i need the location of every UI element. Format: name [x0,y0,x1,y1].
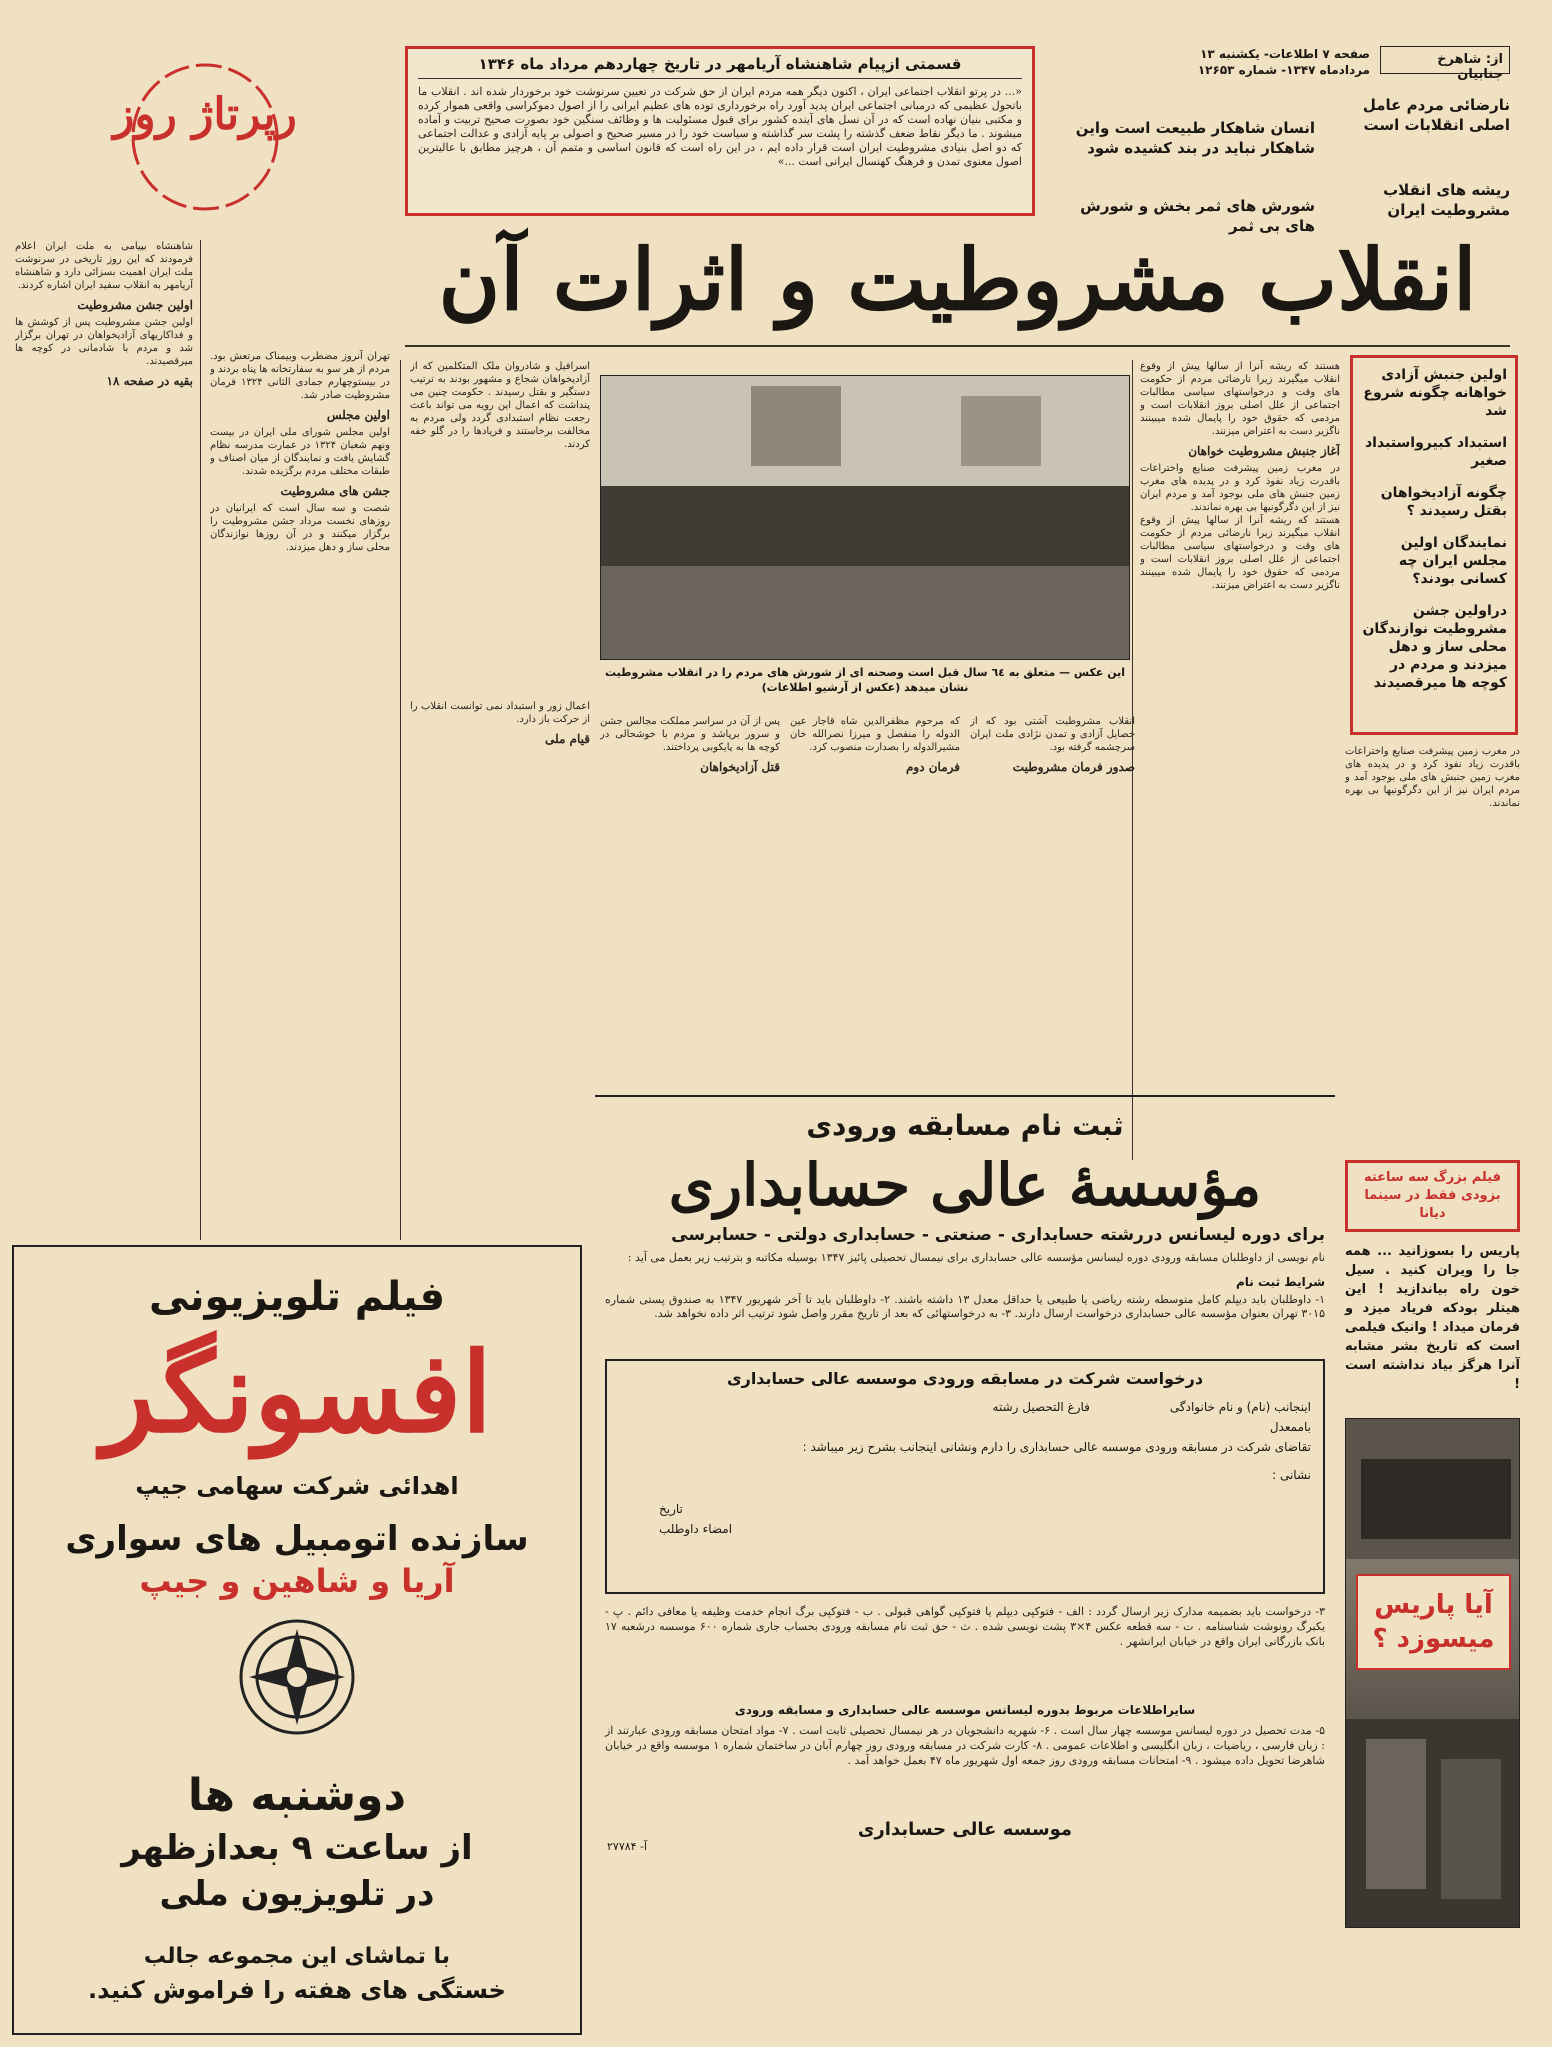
crowd-photo-icon [601,376,1129,659]
form-address-field[interactable]: نشانی : [1272,1468,1311,1482]
lower-col-a-text: انقلاب مشروطیت آشتی بود که از خصایل آزادی و تمدن نژادی ملت ایران سرچشمه گرفته بود. [970,716,1135,753]
form-row-3 [619,1440,1311,1454]
form-row-1 [619,1400,1311,1414]
article-col1-text: هستند که ریشه آنرا از سالها پیش از وقوع انقلاب میگیرند زیرا نارضائی مردم از حکومت های وقت و درخواستهای سیاسی مطالبات اجتماعی از علل اصلی بروز انقلابات است و مردمی که حقوق خود را پایمال شده میبینند ناگزیر دست به اعتراض میزنند. [1140,361,1340,437]
teaser-1: نارضائی مردم عامل اصلی انقلابات است [1362,96,1510,134]
section-logo [95,45,315,225]
accounting-title: مؤسسهٔ عالی حسابداری [668,1151,1262,1219]
lower-col-a-subhead: صدور فرمان مشروطیت [1012,760,1135,774]
conditions-title: شرایط ثبت نام [1235,1275,1325,1289]
rules-text-2: ۵- مدت تحصیل در دوره لیسانس موسسه چهار سال است . ۶- شهریه دانشجویان در هر نیمسال تحصیلی ثابت است . ۷- مواد امتحان مسابقه ورودی عبارتند از : زبان فارسی ، ریاضیات ، زبان انگلیسی و اطلاعات عمومی . ۸- کارت شرکت در مسابقه ورودی روز چهارم آبان در ساختمان شماره ۱ موسسه واقع در خیابان شاهرضا تحویل داده میشود . ۹- امتحانات مسابقه ورودی روز جمعه اول شهریور ماه ۴۷ بعمل خواهد آمد . [605,1724,1325,1767]
rules-text: ۳- درخواست باید بضمیمه مدارک زیر ارسال گردد : الف - فتوکپی دیپلم یا فتوکپی گواهی قبولی . ب - فتوکپی برگ انجام خدمت وظیفه یا معافی دائم . پ - یکبرگ رونوشت شناسنامه . ت - سه قطعه عکس ۴×۳ پشت نویسی شده . ث - حق ثبت نام مسابقه ورودی بحساب جاری شماره ۶۰۰ موسسه درشعبه ۱۷ بانک بازرگانی ایران واقع در خیابان ایرانشهر . [605,1605,1326,1648]
form-row-6 [619,1522,1311,1536]
lower-col-d [410,700,590,1120]
page-info: صفحه ۷ اطلاعات- یکشنبه ۱۳ مردادماه ۱۳۴۷- شماره ۱۲۶۵۳ [1197,47,1370,77]
form-title: درخواست شرکت در مسابقه ورودی موسسه عالی حسابداری [726,1369,1204,1388]
article-col4b-text: اولین جشن مشروطیت پس از کوشش ها و فداکاریهای آزادیخواهان در تهران برگزار شد و مردم با شادمانی در کوچه ها میرقصیدند. [15,317,193,367]
form-major-field[interactable]: فارغ التحصیل رشته [992,1400,1090,1414]
question-4: نمایندگان اولین مجلس ایران چه کسانی بودند؟ [1398,535,1507,587]
tv-ad-title: افسونگر [101,1328,493,1457]
lower-col-d-subhead: قیام ملی [544,732,590,746]
question-2: استبداد کبیرواستبداد صغیر [1365,435,1507,469]
accounting-ad [595,1095,1335,2040]
article-col3-subhead2: جشن های مشروطیت [280,484,390,498]
teaser-3: انسان شاهکار طبیعت است واین شاهکار نباید در بند کشیده شود [1075,119,1315,157]
headline-rule [405,345,1510,347]
tv-ad-line8: با تماشای این مجموعه جالب [143,1944,451,1969]
col-rule-2 [400,360,401,1240]
question-3: چگونه آزادیخواهان بقتل رسیدند ؟ [1380,485,1507,519]
form-gpa-field[interactable]: باممعدل [1269,1420,1311,1434]
tv-ad-line3: سازنده اتومبیل های سواری [65,1519,529,1559]
accounting-pre-title: ثبت نام مسابقه ورودی [806,1109,1124,1142]
col-rule-3 [200,240,201,1240]
article-col4-text: شاهنشاه بپیامی به ملت ایران اعلام فرمودند که این روز تاریخی در سرنوشت ملت ایران اهمیت بسزائی دارد و شاهنشاه آریامهر به انقلاب سفید ایران اشاره کردند. [15,241,193,291]
form-row-5 [619,1502,1311,1516]
application-form [605,1359,1325,1594]
teaser-2: ریشه های انقلاب مشروطیت ایران [1383,181,1510,219]
ad-code: آ- ۲۷۷۸۴ [607,1840,648,1853]
tv-ad-line9: خستگی های هفته را فراموش کنید. [88,1976,506,2004]
article-col2: اسرافیل و شادروان ملک المتکلمین که از آزادیخواهان شجاع و مشهور بودند به ترتیب دستگیر و بقتل رسیدند . حکومت چنین می پنداشت که اعمال این رویه می تواند باعث رجعت نظام استبدادی گردد ولی مردم به مخالفت برخاستند و فریادها را در گلو خفه کردند. [410,361,590,450]
article-col4-subhead: اولین جشن مشروطیت [77,298,193,312]
question-1: اولین جنبش آزادی خواهانه چگونه شروع شد [1363,367,1507,419]
rules-subtitle: سایراطلاعات مربوط بدوره لیسانس موسسه عالی حسابداری و مسابقه ورودی [734,1703,1196,1717]
quote-box [405,46,1035,216]
tv-ad [12,1245,582,2035]
header-bar [1040,46,1510,82]
quote-title: قسمتی ازپیام شاهنشاه آریامهر در تاریخ چهاردهم مرداد ماه ۱۳۴۶ [418,55,1022,79]
teasers-right [1330,95,1510,220]
logo-text: رپرتاژ روز [113,89,297,140]
cinema-poster [1345,1418,1520,1928]
accounting-sub: برای دوره لیسانس دررشته حسابداری - صنعتی - حسابداری دولتی - حسابرسی [671,1225,1325,1245]
cinema-column [1345,1160,1520,2040]
article-col1-subhead: آغاز جنبش مشروطیت خواهان [1188,444,1340,458]
tv-ad-line5: دوشنبه ها [187,1770,407,1821]
quote-text: «... در پرتو انقلاب اجتماعی ایران ، اکنون دیگر همه مردم ایران از حق شرکت در تعیین سرنوشت خود برخوردار شده اند . انقلاب ما باتحول عظیمی که درمبانی اجتماعی ایران پدید آورد راه برخورداری توده های عظیم ایرانی را از اصول دموکراسی واقعی هموار کرده و مکتبی بنیان نهاده است که در آن نسل های آینده کشور برای قبول مسئولیت ها و وظائف سنگین خود بصورت صحیح تربیت و آماده میشوند . ما دیگر نقاط ضعف گذشته را پشت سر گذاشته و سیاست خود را در مسیر صحیح و اصولی بر پایه آزادی و عدالت اجتماعی که دو اصل بنیادی مشروطیت ایران است قرار داده ایم ، در این راه است که قانون اساسی و متمم آن ، هرچیز مطابق با عالیترین اصول معنوی تمدن و فرهنگ کهنسال ایرانی است ...» [418,85,1022,168]
accounting-intro: نام نویسی از داوطلبان مسابقه ورودی دوره لیسانس مؤسسه عالی حسابداری برای نیمسال تحصیلی پائیز ۱۳۴۷ بوسیله مکاتبه و بترتیب زیر بعمل می آید : [627,1251,1325,1264]
teasers-mid [1065,118,1315,236]
lower-col-b-subhead: فرمان دوم [906,760,960,774]
news-photo [600,375,1130,660]
lower-col-c-subhead: قتل آزادیخواهان [700,760,780,774]
lower-col-d-text: اعمال زور و استبداد نمی توانست انقلاب را از حرکت باز دارد. [410,701,590,725]
sidebar-article-text: در مغرب زمین پیشرفت صنایع واختراعات باقدرت زیاد نفوذ کرد و در پدیده های مغرب زمین جنبش های ملی بوجود آمد و مردم ایران نیز از این دگرگونیها بی بهره نماندند. [1345,746,1520,809]
form-signature-field[interactable]: امضاء داوطلب [659,1522,733,1536]
conditions-text: ۱- داوطلبان باید دیپلم کامل متوسطه رشته ریاضی یا طبیعی یا حداقل معدل ۱۳ داشته باشند. ۲- داوطلبان باید تا آخر شهریور ۱۳۴۷ به صندوق پستی شماره ۳۰۱۵ تهران بعنوان مؤسسه عالی حسابداری درخواست ارسال دارند. ۳- به درخواستهائی که بعد از تاریخ مقرر واصل شود ترتیب اثر داده نخواهد شد. [605,1293,1325,1320]
poster-caption: آیا پاریس میسوزد ؟ [1356,1574,1511,1670]
sidebar-questions [1350,355,1518,735]
accounting-signature: موسسه عالی حسابداری [857,1819,1073,1840]
article-col3c-text: شصت و سه سال است که ایرانیان در روزهای نخست مرداد جشن مشروطیت را برگزار میکنند و در آن روزها نوازندگان محلی ساز و دهل میزدند. [210,503,390,553]
form-date-field[interactable]: تاریخ [659,1502,683,1516]
lower-col-c-text: پس از آن در سراسر مملکت مجالس جشن و سرور برپاشد و مردم با خوشحالی در کوچه ها به پایکوبی پرداختند. [600,716,780,753]
article-col3-subhead1: اولین مجلس [326,408,390,422]
cinema-title: فیلم بزرگ سه ساعته بزودی فقط در سینما دیانا [1345,1160,1520,1232]
article-col1 [1140,360,1340,1150]
main-headline: انقلاب مشروطیت و اثرات آن [438,230,1477,329]
continued-note: بقیه در صفحه ۱۸ [106,374,193,388]
jeep-logo [237,1617,357,1737]
cinema-text: پاریس را بسوزانید ... همه جا را ویران کنید . سیل خون راه بیاندازید ! این هیتلر بودکه فریاد میزد و فرمان میداد ! وانیک فیلمی است که تاریخ بشر مشابه آنرا هرگز بیاد نداشته است ! [1345,1244,1520,1392]
lower-col-b-text: که مرحوم مظفرالدین شاه قاجار عین الدوله را منفصل و میرزا نصرالله خان مشیرالدوله را بصدارت منصوب کرد. [790,716,960,753]
article-col3-text: تهران آنروز مضطرب وبیمناک مرتعش بود. مردم از هر سو به سفارتخانه ها پناه بردند و در بیستوچهارم جمادی الثانی ۱۳۲۴ فرمان مشروطیت صادر شد. [210,351,390,401]
form-row-2 [619,1420,1311,1434]
tv-ad-line7: در تلویزیون ملی [159,1874,435,1914]
lower-col-b [790,715,960,1135]
tv-ad-line4: آریا و شاهین و جیپ [139,1562,455,1600]
question-5: دراولین جشن مشروطیت نوازندگان محلی ساز و دهل میزدند و مردم در کوچه ها میرقصیدند [1362,603,1507,691]
article-col3 [210,350,390,1240]
photo-caption: این عکس — متعلق به ٦٤ سال قبل است وصحنه ای از شورش های مردم را در انقلاب مشروطیت نشان میدهد (عکس از آرشیو اطلاعات) [604,666,1125,694]
poster-scene-icon [1346,1419,1520,1928]
article-col3b-text: اولین مجلس شورای ملی ایران در بیست ونهم شعبان ۱۳۲۴ در عمارت مدرسه نظام گشایش یافت و نمایندگان از میان اصناف و طبقات مختلف مردم برگزیده شدند. [210,427,390,477]
tv-ad-line2: اهدائی شرکت سهامی جیپ [135,1472,459,1500]
byline: از: شاهرخ جنابیان [1380,46,1510,74]
tv-ad-line6: از ساعت ۹ بعدازظهر [121,1828,473,1868]
star-emblem-icon [237,1617,357,1737]
lower-col-c [600,715,780,1135]
article-col1c-text: هستند که ریشه آنرا از سالها پیش از وقوع انقلاب میگیرند زیرا نارضائی مردم از حکومت های وقت و درخواستهای سیاسی مطالبات اجتماعی از علل اصلی بروز انقلابات است و مردمی که حقوق خود را پایمال شده میبینند ناگزیر دست به اعتراض میزنند. [1140,515,1340,591]
tv-ad-line1: فیلم تلویزیونی [148,1274,446,1320]
article-col1b-text: در مغرب زمین پیشرفت صنایع واختراعات باقدرت زیاد نفوذ کرد و در پدیده های مغرب زمین جنبش های ملی بوجود آمد و مردم ایران نیز از این دگرگونیها بی بهره نماندند. [1140,463,1340,513]
form-request-text: تقاضای شرکت در مسابقه ورودی موسسه عالی حسابداری را دارم ونشانی اینجانب بشرح زیر میباشد : [802,1440,1311,1454]
form-row-4 [619,1468,1311,1482]
teaser-4: شورش های ثمر بخش و شورش های بی ثمر [1080,197,1315,235]
article-col4 [15,240,193,1230]
form-name-field[interactable]: اینجانب (نام) و نام خانوادگی [1169,1400,1311,1414]
lower-col-a [970,715,1135,1135]
